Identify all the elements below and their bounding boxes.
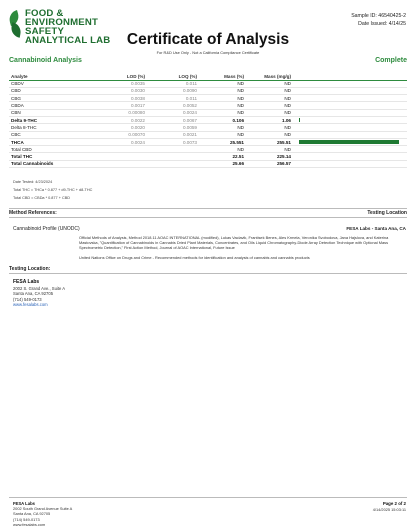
mass-mg-cell: 255.51	[276, 139, 291, 145]
loq-cell: 0.0090	[182, 88, 197, 94]
footer-divider	[9, 497, 407, 498]
bar-cell	[291, 140, 407, 145]
location-address2: Santa Ana, CA 92705	[13, 291, 54, 297]
mass-pct-cell: ND	[237, 132, 244, 138]
mass-mg-cell: ND	[284, 88, 291, 94]
mass-mg-cell: ND	[284, 81, 291, 87]
table-row	[9, 117, 407, 124]
testing-location-title: Testing Location	[367, 210, 407, 216]
loq-cell: 0.0021	[182, 132, 197, 138]
mass-mg-cell: ND	[284, 103, 291, 109]
col-analyte: Analyte	[11, 73, 28, 79]
analyte-cell: Delta 9-THC	[11, 117, 38, 123]
footer-timestamp: 4/14/2025 15:03:11	[372, 506, 406, 512]
table-body	[9, 81, 407, 169]
footer-phone: (714) 549-0173	[13, 516, 40, 522]
mass-pct-cell: 22.51	[232, 154, 244, 160]
page-title: Certificate of Analysis	[126, 31, 290, 48]
table-row	[9, 153, 407, 160]
analyte-cell: CBC	[11, 132, 21, 138]
mass-mg-cell: ND	[284, 146, 291, 152]
mass-pct-cell: ND	[237, 124, 244, 130]
lod-cell: 0.0020	[130, 124, 145, 130]
reference-aoac: Official Methods of Analysis, Method 2018.11 AOAC INTERNATIONAL (modified), Lukas Vaclavik, Frantisek Benes, Ales Krmela, Veronika Svobodova, Jana Hajslova, and Katerina Mastovska, "Quantification of Cannabinoids in Cannabis Dried Plant Materials, Concentrates, and Oils Liquid Chromatography-Diode Array Detection Technique with Optional Mass Spectrometric Detection," First Action Method, Journal of AOAC International, Future Issue	[79, 235, 389, 251]
lod-cell: 0.0017	[130, 103, 145, 109]
col-mass-mg: Mass (mg/g)	[264, 73, 291, 79]
col-lod: LOD (%)	[126, 73, 145, 79]
table-row	[9, 95, 407, 102]
method-lab-name: FESA Labs - Santa Ana, CA	[346, 226, 406, 231]
analyte-cell: CBG	[11, 95, 21, 101]
mass-mg-cell: 1.06	[282, 117, 291, 123]
mass-pct-cell: ND	[237, 110, 244, 116]
cannabinoid-table	[9, 73, 407, 168]
location-phone: (714) 549-0173	[13, 296, 42, 302]
loq-cell: 0.0024	[182, 110, 197, 116]
method-references	[79, 235, 399, 264]
location-address1: 2002 S. Grand Ave., Suite A	[13, 285, 66, 291]
total-thc-formula: Total THC = THCa * 0.877 + d9-THC + d8-THC	[13, 188, 93, 192]
table-row	[9, 146, 407, 153]
analyte-cell: CBN	[11, 110, 21, 116]
lod-cell: 0.0030	[130, 88, 145, 94]
analyte-cell: Delta 8-THC	[11, 124, 37, 130]
location-website-link[interactable]: www.fesalabs.com	[13, 302, 48, 308]
mass-pct-cell: 25.551	[229, 139, 244, 145]
col-mass-pct: Mass (%)	[224, 73, 244, 79]
analyte-cell: CBD	[11, 88, 21, 94]
logo-text: FOOD & ENVIRONMENT SAFETY ANALYTICAL LAB	[25, 8, 111, 46]
mass-pct-cell: ND	[237, 95, 244, 101]
table-row	[9, 132, 407, 139]
table-row	[9, 88, 407, 95]
analysis-status: Complete	[375, 57, 407, 64]
footer-address1: 2002 South Grand Avenue Suite A	[13, 506, 73, 512]
analyte-cell: Total THC	[11, 154, 33, 160]
table-row	[9, 110, 407, 117]
table-row	[9, 139, 407, 146]
lod-cell: 0.00080	[128, 110, 145, 116]
footer-address2: Santa Ana, CA 92705	[13, 511, 51, 517]
lod-cell: 0.0038	[130, 95, 145, 101]
mass-mg-cell: 225.14	[276, 154, 291, 160]
table-row	[9, 161, 407, 168]
testing-location-block	[13, 280, 65, 308]
mass-mg-cell: ND	[284, 132, 291, 138]
loq-cell: 0.011	[185, 95, 197, 101]
analyte-cell: Total CBD	[11, 146, 32, 152]
concentration-bar	[299, 140, 399, 145]
mass-pct-cell: 25.66	[232, 161, 244, 167]
document-meta	[351, 12, 406, 28]
bar-cell	[291, 118, 407, 123]
mass-mg-cell: ND	[284, 95, 291, 101]
testing-location-label: Testing Location:	[9, 266, 51, 272]
date-issued: Date Issued: 4/14/25	[358, 21, 406, 27]
loq-cell: 0.011	[185, 81, 197, 87]
mass-mg-cell: ND	[284, 124, 291, 130]
mass-pct-cell: ND	[237, 146, 244, 152]
method-name: Cannabinoid Profile (UNODC)	[13, 226, 80, 232]
loq-cell: 0.0052	[182, 103, 197, 109]
mass-pct-cell: ND	[237, 81, 244, 87]
page-number: Page 2 of 2	[382, 501, 406, 506]
lod-cell: 0.0035	[130, 81, 145, 87]
lod-cell: 0.0024	[130, 139, 145, 145]
page-subtitle: For R&D Use Only - Not a California Compliance Certificate	[156, 50, 260, 55]
method-references-title: Method References:	[9, 210, 57, 216]
mass-pct-cell: ND	[237, 103, 244, 109]
analyte-cell: THCA	[11, 139, 24, 145]
mass-pct-cell: ND	[237, 88, 244, 94]
footer-page-info	[373, 501, 406, 512]
mass-pct-cell: 0.106	[232, 117, 244, 123]
table-row	[9, 124, 407, 131]
loq-cell: 0.0073	[182, 139, 197, 145]
lod-cell: 0.0022	[130, 117, 145, 123]
loq-cell: 0.0059	[182, 124, 197, 130]
footer-website[interactable]: www.fesalabs.com	[13, 521, 46, 527]
sample-id: Sample ID: 46540425-2	[351, 13, 406, 19]
analyte-cell: CBDV	[11, 81, 24, 87]
analyte-cell: Total Cannabinoids	[11, 161, 54, 167]
total-cbd-formula: Total CBD = CBDa * 0.877 + CBD	[13, 196, 70, 200]
table-header	[9, 73, 407, 81]
location-name: FESA Labs	[13, 279, 40, 285]
date-tested: Date Tested: 4/23/2024	[13, 180, 53, 184]
col-loq: LOQ (%)	[178, 73, 197, 79]
table-row	[9, 81, 407, 88]
table-row	[9, 102, 407, 109]
analysis-title: Cannabinoid Analysis	[9, 57, 82, 64]
footer-name: FESA Labs	[13, 501, 35, 506]
analysis-header	[9, 57, 407, 64]
concentration-bar	[299, 118, 300, 123]
testing-location-header	[9, 266, 407, 274]
loq-cell: 0.0067	[182, 117, 197, 123]
mass-mg-cell: ND	[284, 110, 291, 116]
footer-address	[13, 501, 72, 527]
mass-mg-cell: 256.57	[276, 161, 291, 167]
method-references-header	[9, 208, 407, 218]
analyte-cell: CBDA	[11, 103, 24, 109]
lod-cell: 0.00070	[128, 132, 145, 138]
reference-unodc: United Nations Office on Drugs and Crime - Recommended methods for identification and analysis of cannabis and cannabis products	[79, 254, 310, 260]
